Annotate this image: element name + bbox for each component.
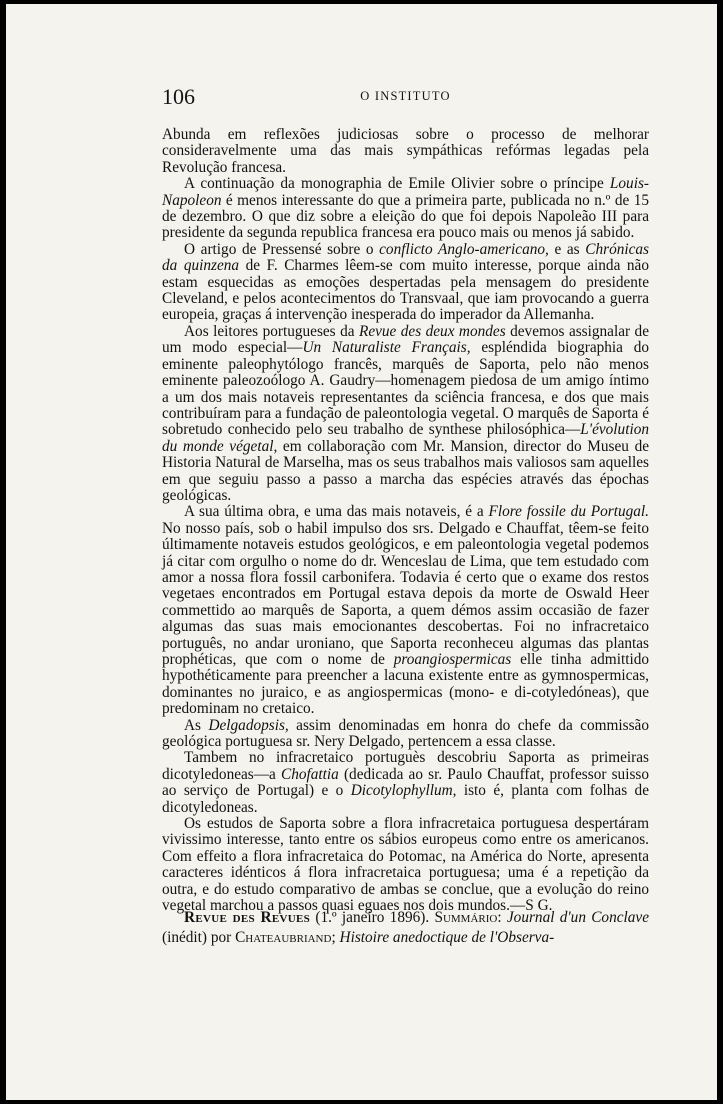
page-number: 106 [162,84,195,109]
paragraph-4: Aos leitores portugueses da Revue des deux mondes devemos assignalar de um modo especial—Un Naturaliste Français, espléndida biographia do eminente paleophytólogo francês, marquês de Saporta, pelo não menos eminente paleozoólogo A. Gaudry—homenagem piedosa de um amigo íntimo a um dos mais notaveis representantes da sciência francesa, e dos que mais contribuíram para a fundação de paleontologia vegetal. O marquês de Saporta é sobretudo conhecido pelo seu trabalho de synthese philosóphica—L'évolution du monde végetal, em collaboração com Mr. Mansion, director do Museu de Historia Natural de Marselha, mas os seus trabalhos mais valiosos sam aquelles em que seguiu passo a passo a marcha das espécies através das épochas geológicas. [162,322,650,504]
paragraph-1: Abunda em reflexões judiciosas sobre o processo de melhorar consideravelmente uma das mais sympáthicas refórmas legadas pela Revolução francesa. [162,126,649,176]
article-body [162,127,649,915]
review-title: Revue des Revues [184,909,311,926]
paragraph-5: A sua última obra, e uma das mais notaveis, é a Flore fossile du Portugal. No nosso país, sob o habil impulso dos srs. Delgado e Chauffat, têem-se feito últimamente notaveis estudos geológicos, e em paleontologia vegetal podemos já citar com orgulho o nome do dr. Wenceslau de Lima, que tem estudado com amor a nossa flora fossil carbonifera. Todavia é certo que o exame dos restos vegetaes encontrados em Portugal estava depois da morte de Oswald Heer commettido ao marquês de Saporta, a quem démos assim occasião de fazer algumas das suas mais emocionantes descobertas. Foi no infracretaico português, no andar uroniano, que Saporta reconheceu algumas das plantas prophéticas, que com o nome de proangiospermicas elle tinha admittido hypothéticamente para preencher a lacuna existente entre as gymnospermicas, dominantes no juraico, e as angiospermicas (mono- e di-cotyledóneas), que predominam no cretaico. [162,503,650,718]
review-paragraph: Revue des Revues (1.º janeiro 1896). Summário: Journal d'un Conclave (inédit) por Chateaubriand; Histoire anedoctique de l'Observa- [162,909,650,946]
review-section [162,908,649,948]
paragraph-2: A continuação da monographia de Emile Olivier sobre o príncipe Louis-Napoleon é menos interessante do que a primeira parte, publicada no n.º de 15 de dezembro. O que diz sobre a eleição do que foi depois Napoleão III para presidente da segunda republica francesa era pouco mais ou menos já sabido. [162,175,649,242]
running-title: O INSTITUTO [360,89,451,103]
paragraph-7: Tambem no infracretaico portuguès descobriu Saporta as primeiras dicotyledoneas—a Chofattia (dedicada ao sr. Paulo Chauffat, professor suisso ao serviço de Portugal) e o Dicotylophyllum, isto é, planta com folhas de dicotyledoneas. [162,749,649,816]
paragraph-8: Os estudos de Saporta sobre a flora infracretaica portuguesa despertáram vivissimo interesse, tanto entre os sábios europeus como entre os americanos. Com effeito a flora infracretaica do Potomac, na América do Norte, apresenta caracteres idénticos á flora infracretaica portuguesa; uma é a repetição da outra, e do estudo comparativo de ambas se conclue, que a evolução do reino vegetal marchou a passos quasi eguaes nos dois mundos.—S G. [162,815,649,915]
paragraph-3: O artigo de Pressensé sobre o conflicto Anglo-americano, e as Chrónicas da quinzena de F. Charmes lêem-se com muito interesse, porque ainda não estam esquecidas as emoções despertadas pela mensagem do presidente Cleveland, e pelos acontecimentos do Transvaal, que iam provocando a guerra europeia, graças á intervenção inesperada do imperador da Allemanha. [162,240,650,324]
author-name: Chateaubriand [235,929,332,946]
summary-label: Summário [434,909,498,926]
paragraph-6: As Delgadopsis, assim denominadas em honra do chefe da commissão geológica portuguesa sr. Nery Delgado, pertencem a essa classe. [162,716,649,751]
page-header [162,84,649,110]
scanned-page [6,4,717,1100]
